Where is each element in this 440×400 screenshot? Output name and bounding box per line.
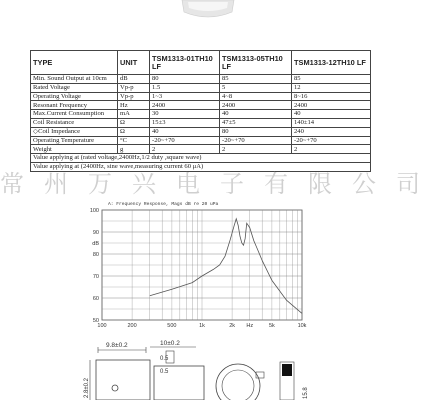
dimension-drawings <box>84 338 318 400</box>
header-model-12: TSM1313-12TH10 LF <box>292 51 371 75</box>
y-tick-label: dB <box>92 240 99 247</box>
front-view <box>84 342 150 400</box>
table-note: Value applying at (rated voltage,2400Hz,1/2 duty ,square wave) <box>31 154 371 163</box>
table-header-row <box>31 51 371 75</box>
table-cell: 85 <box>292 75 371 84</box>
table-cell: 2 <box>220 145 292 154</box>
table-row <box>31 110 371 119</box>
table-cell: Ω <box>118 118 150 127</box>
series-line <box>150 219 302 314</box>
dimension-length: 10±0.2 <box>160 340 180 347</box>
table-row <box>31 75 371 84</box>
table-cell: Hz <box>118 101 150 110</box>
y-tick-label: 60 <box>92 295 99 302</box>
table-cell: 2400 <box>220 101 292 110</box>
table-row <box>31 145 371 154</box>
dimension-height-left: 2.8±0.2 <box>84 378 90 398</box>
table-cell: 30 <box>150 110 220 119</box>
x-tick-label: 10k <box>297 323 307 329</box>
table-row <box>31 83 371 92</box>
table-cell: Operating Temperature <box>31 136 118 145</box>
table-cell: Weight <box>31 145 118 154</box>
x-tick-label: 500 <box>167 323 177 329</box>
table-cell: dB <box>118 75 150 84</box>
x-tick-label: Hz <box>246 323 254 329</box>
header-model-01: TSM1313-01TH10 LF <box>150 51 220 75</box>
table-cell: 47±5 <box>220 118 292 127</box>
chart-grid <box>102 210 302 320</box>
table-cell: 5 <box>220 83 292 92</box>
table-note-row <box>31 154 371 163</box>
x-tick-label: 2k <box>229 323 236 329</box>
pin-view <box>280 362 309 400</box>
header-model-05: TSM1313-05TH10 LF <box>220 51 292 75</box>
table-cell: 140±14 <box>292 118 371 127</box>
header-unit: UNIT <box>118 51 150 75</box>
table-cell: mA <box>118 110 150 119</box>
x-tick-label: 5k <box>268 323 275 329</box>
frequency-response-chart <box>78 198 318 328</box>
table-row <box>31 136 371 145</box>
table-cell: g <box>118 145 150 154</box>
table-cell: Operating Voltage <box>31 92 118 101</box>
side-view <box>150 340 204 400</box>
table-cell: °C <box>118 136 150 145</box>
table-cell: Resonant Frequency <box>31 101 118 110</box>
table-cell: 2400 <box>292 101 371 110</box>
table-cell: Vp-p <box>118 83 150 92</box>
table-cell: 8~16 <box>292 92 371 101</box>
table-cell: Min. Sound Output at 10cm <box>31 75 118 84</box>
table-cell: 80 <box>150 75 220 84</box>
table-cell: 15±3 <box>150 118 220 127</box>
table-cell: 80 <box>220 127 292 136</box>
table-cell: 40 <box>292 110 371 119</box>
x-tick-label: 100 <box>97 323 107 329</box>
table-cell: Max.Current Consumption <box>31 110 118 119</box>
table-cell: -20~+70 <box>220 136 292 145</box>
table-cell: 2 <box>292 145 371 154</box>
table-cell: 4~8 <box>220 92 292 101</box>
table-cell: 1.5 <box>150 83 220 92</box>
y-tick-label: 70 <box>92 273 99 280</box>
dimension-tab-1: 0.5 <box>160 356 169 362</box>
table-cell: 40 <box>150 127 220 136</box>
table-cell: 85 <box>220 75 292 84</box>
y-tick-label: 100 <box>89 207 99 214</box>
table-cell: 1~3 <box>150 92 220 101</box>
y-tick-label: 90 <box>92 229 99 236</box>
y-tick-labels <box>90 208 100 324</box>
table-cell: ◇Coil Impedance <box>31 127 118 136</box>
x-tick-labels <box>97 323 306 329</box>
table-cell: 2 <box>150 145 220 154</box>
x-tick-label: 200 <box>127 323 137 329</box>
table-cell: Vp-p <box>118 92 150 101</box>
dimension-height-right: 15.8 <box>303 387 309 399</box>
company-watermark: 常州万兴电子有限公司 <box>0 170 440 198</box>
table-cell: 40 <box>220 110 292 119</box>
table-row <box>31 127 371 136</box>
spec-table <box>30 50 371 172</box>
y-tick-label: 80 <box>92 251 99 258</box>
table-cell: -20~+70 <box>292 136 371 145</box>
table-cell: -20~+70 <box>150 136 220 145</box>
table-note: Value applying at (2400Hz, sine wave,measuring current 60 μA) <box>31 162 371 171</box>
round-view <box>216 364 264 400</box>
header-type: TYPE <box>31 51 118 75</box>
table-cell: Coil Resistance <box>31 118 118 127</box>
table-cell: 12 <box>292 83 371 92</box>
table-cell: 2400 <box>150 101 220 110</box>
table-cell: 240 <box>292 127 371 136</box>
table-row <box>31 118 371 127</box>
y-tick-label: 50 <box>92 317 99 324</box>
chart-title: A: Frequency Response, Mags dB re 20 uPa <box>108 202 219 207</box>
x-tick-label: 1k <box>199 323 205 329</box>
dimension-width: 9.8±0.2 <box>106 342 128 349</box>
table-row <box>31 101 371 110</box>
product-photo <box>178 0 238 20</box>
table-row <box>31 92 371 101</box>
dimension-tab-2: 0.5 <box>160 369 169 375</box>
table-cell: Ω <box>118 127 150 136</box>
table-cell: Rated Voltage <box>31 83 118 92</box>
